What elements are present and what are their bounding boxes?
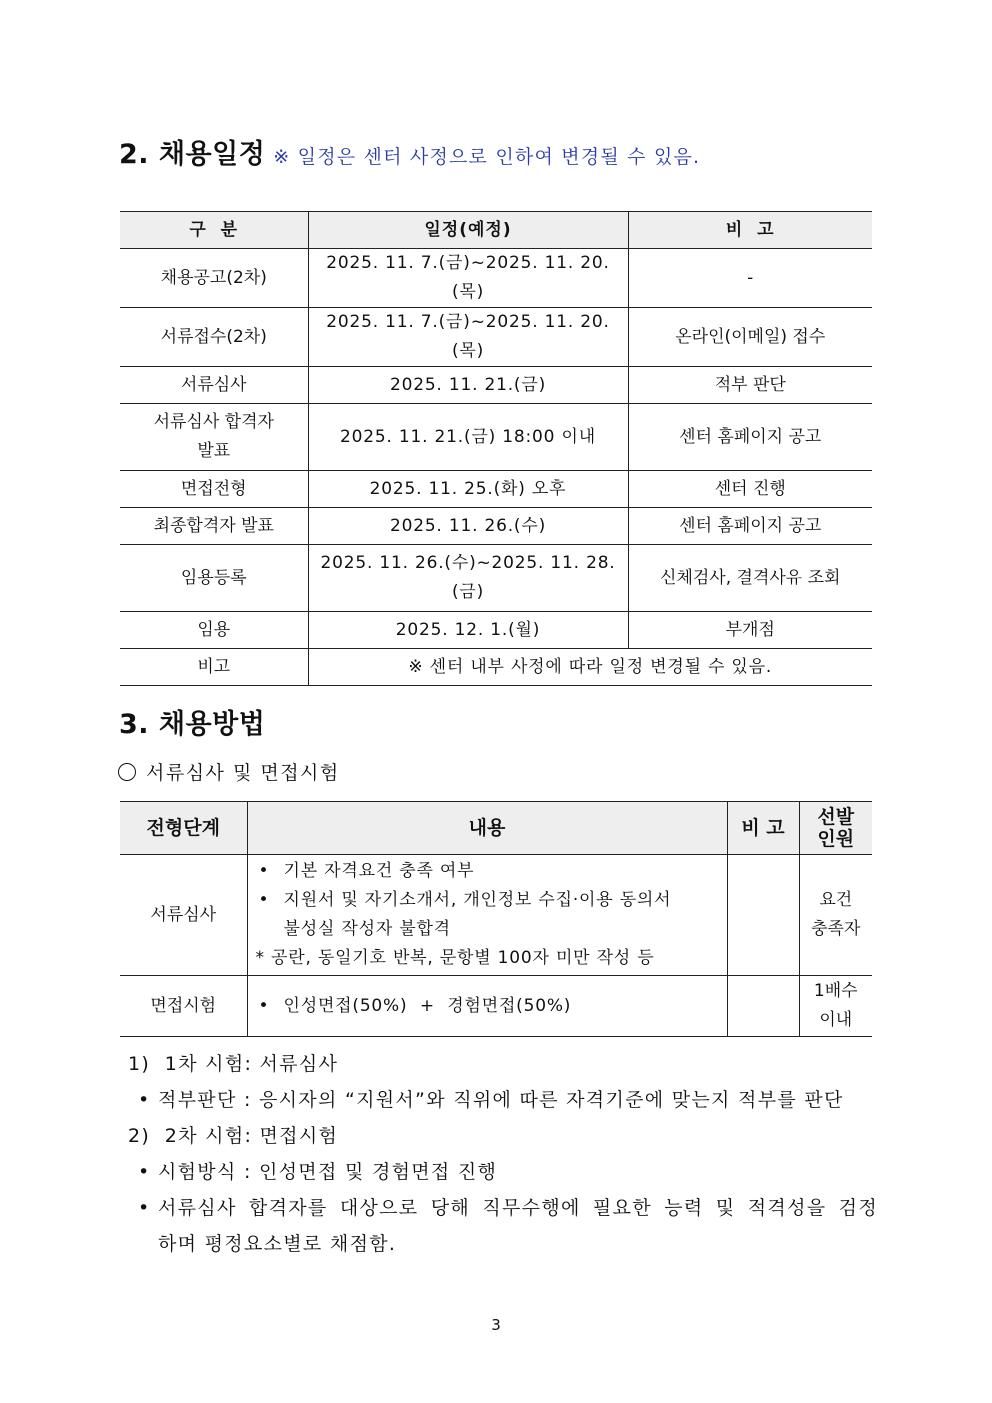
section2-heading — [119, 132, 700, 171]
method-header-row — [120, 802, 872, 855]
schedule-remark: 센터 홈페이지 공고 — [628, 508, 872, 545]
method-bullet-text: 지원서 및 자기소개서, 개인정보 수집·이용 동의서 — [283, 890, 672, 910]
schedule-date: 2025. 11. 7.(금)~2025. 11. 20.(목) — [308, 249, 628, 308]
method-content — [247, 855, 727, 976]
schedule-date: 2025. 11. 25.(화) 오후 — [308, 471, 628, 508]
bullet-icon: • — [138, 1161, 151, 1183]
schedule-remark: - — [628, 249, 872, 308]
bullet-icon: • — [258, 861, 270, 881]
schedule-category: 임용등록 — [120, 545, 308, 612]
schedule-category — [120, 404, 308, 471]
notes-item-1: 1) 1차 시험: 서류심사 — [128, 1053, 339, 1075]
schedule-header-category: 구 분 — [120, 212, 308, 249]
schedule-date: 2025. 11. 26.(수)~2025. 11. 28.(금) — [308, 545, 628, 612]
notes-item-1-sub — [128, 1082, 878, 1118]
method-header-select-line: 인원 — [817, 828, 855, 850]
notes-text: 서류심사 합격자를 대상으로 당해 직무수행에 필요한 능력 및 적격성을 검정 — [158, 1197, 878, 1219]
schedule-date: 2025. 12. 1.(월) — [308, 612, 628, 649]
schedule-remark: 온라인(이메일) 접수 — [628, 308, 872, 367]
notes-item-2-sub1 — [128, 1154, 878, 1190]
method-header-select-line: 선발 — [817, 806, 855, 828]
method-select — [799, 855, 872, 976]
notes-item-2-sub2-cont: 하며 평정요소별로 채점함. — [158, 1233, 397, 1255]
section3-subheading-text: 서류심사 및 면접시험 — [146, 762, 340, 784]
method-content — [247, 976, 727, 1037]
notes-item-2-sub2 — [128, 1190, 878, 1226]
schedule-remark: 센터 홈페이지 공고 — [628, 404, 872, 471]
schedule-category: 비고 — [120, 649, 308, 686]
section2-title: 2. 채용일정 — [119, 139, 266, 170]
schedule-remark: 부개점 — [628, 612, 872, 649]
schedule-remark: 신체검사, 결격사유 조회 — [628, 545, 872, 612]
schedule-date: 2025. 11. 26.(수) — [308, 508, 628, 545]
method-bullet-text: 불성실 작성자 불합격 — [283, 919, 451, 939]
schedule-category: 채용공고(2차) — [120, 249, 308, 308]
method-stage: 면접시험 — [120, 976, 247, 1037]
method-bullet-text: 기본 자격요건 충족 여부 — [283, 861, 475, 881]
schedule-row — [120, 508, 872, 545]
bullet-icon: • — [138, 1089, 151, 1111]
method-table — [120, 801, 872, 1037]
schedule-category: 면접전형 — [120, 471, 308, 508]
schedule-row — [120, 471, 872, 508]
schedule-category: 서류심사 — [120, 367, 308, 404]
schedule-category-line: 발표 — [197, 441, 231, 461]
method-select-line: 충족자 — [811, 919, 861, 939]
schedule-category: 최종합격자 발표 — [120, 508, 308, 545]
schedule-row — [120, 545, 872, 612]
method-select-line: 요건 — [819, 890, 853, 910]
page-number: 3 — [491, 1316, 501, 1334]
schedule-category-line: 서류심사 합격자 — [153, 412, 274, 432]
method-stage: 서류심사 — [120, 855, 247, 976]
method-bullet — [256, 886, 719, 944]
method-row — [120, 855, 872, 976]
section3-title: 3. 채용방법 — [119, 709, 266, 740]
schedule-row — [120, 649, 872, 686]
schedule-row — [120, 612, 872, 649]
method-header-remark: 비 고 — [727, 802, 799, 855]
bullet-icon: • — [258, 890, 270, 910]
method-bullet — [256, 857, 719, 886]
method-select — [799, 976, 872, 1037]
method-footnote: * 공란, 동일기호 반복, 문항별 100자 미만 작성 등 — [255, 948, 655, 968]
circle-icon — [118, 763, 136, 781]
schedule-row — [120, 404, 872, 471]
schedule-category: 임용 — [120, 612, 308, 649]
section3-subheading — [118, 758, 340, 785]
method-bullet — [256, 992, 719, 1021]
method-row — [120, 976, 872, 1037]
schedule-header-row — [120, 212, 872, 249]
notes-item-2: 2) 2차 시험: 면접시험 — [128, 1125, 339, 1147]
bullet-icon: • — [258, 995, 270, 1016]
schedule-date: 2025. 11. 21.(금) — [308, 367, 628, 404]
bullet-icon: • — [138, 1197, 151, 1219]
method-select-line: 1배수 — [813, 981, 858, 1001]
schedule-row — [120, 249, 872, 308]
schedule-date: 2025. 11. 7.(금)~2025. 11. 20.(목) — [308, 308, 628, 367]
schedule-note: ※ 센터 내부 사정에 따라 일정 변경될 수 있음. — [308, 649, 872, 686]
schedule-remark: 적부 판단 — [628, 367, 872, 404]
schedule-row — [120, 367, 872, 404]
method-notes — [128, 1046, 878, 1262]
schedule-remark: 센터 진행 — [628, 471, 872, 508]
schedule-date: 2025. 11. 21.(금) 18:00 이내 — [308, 404, 628, 471]
schedule-table — [120, 211, 872, 686]
method-remark — [727, 855, 799, 976]
section2-note: ※ 일정은 센터 사정으로 인하여 변경될 수 있음. — [273, 146, 701, 168]
method-header-select — [799, 802, 872, 855]
schedule-category: 서류접수(2차) — [120, 308, 308, 367]
method-remark — [727, 976, 799, 1037]
notes-text: 시험방식 : 인성면접 및 경험면접 진행 — [158, 1161, 498, 1183]
method-bullet-text: 인성면접(50%) + 경험면접(50%) — [283, 995, 572, 1016]
notes-text: 적부판단 : 응시자의 “지원서”와 직위에 따른 자격기준에 맞는지 적부를 판단 — [158, 1089, 844, 1111]
schedule-header-date: 일정(예정) — [308, 212, 628, 249]
schedule-header-remark: 비 고 — [628, 212, 872, 249]
schedule-row — [120, 308, 872, 367]
method-select-line: 이내 — [819, 1010, 853, 1030]
method-header-stage: 전형단계 — [120, 802, 247, 855]
method-header-content: 내용 — [247, 802, 727, 855]
